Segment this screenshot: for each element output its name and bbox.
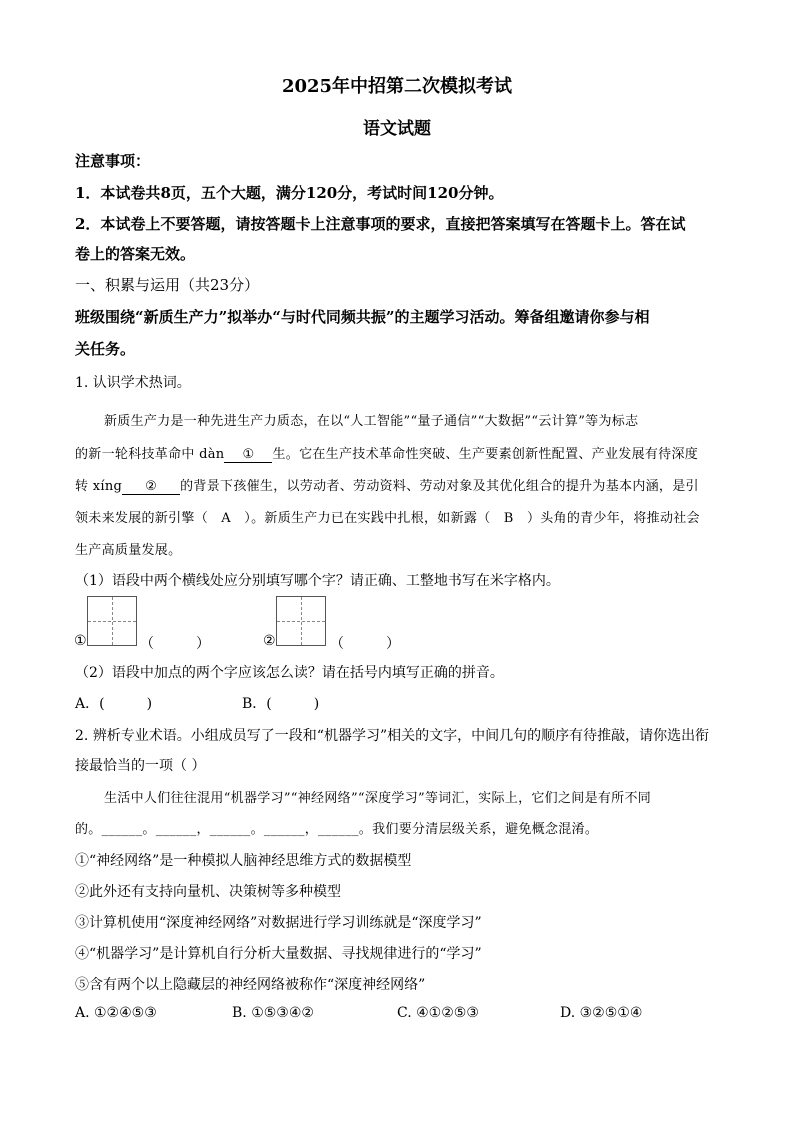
q1-option-b: B．( ) <box>242 696 320 712</box>
section-intro-line-2: 关任务。 <box>75 340 136 358</box>
q1-passage-line-2-end: 生。它在生产技术革命性突破、生产要素创新性配置、产业发展有待深度 <box>272 447 699 462</box>
notice-heading: 注意事项： <box>75 152 151 170</box>
q1-passage-line-2 <box>75 443 698 463</box>
q1-option-a: A．( ) <box>75 696 153 712</box>
grid-2-label: ② <box>263 633 276 649</box>
q1-passage-line-4: 领未来发展的新引擎（ A ）。新质生产力已在实践中扎根，如新露（ B ）头角的青少年，将推动社会 <box>75 511 700 526</box>
section-intro-line-1: 班级围绕“新质生产力”拟举办“与时代同频共振”的主题学习活动。筹备组邀请你参与相 <box>75 308 650 326</box>
notice-item-2-line-1: 2．本试卷上不要答题，请按答题卡上注意事项的要求，直接把答案填写在答题卡上。答在试 <box>75 215 686 233</box>
q1-passage-line-3 <box>75 475 699 495</box>
grid-1-paren: （ ） <box>140 636 210 652</box>
q1-passage-line-1: 新质生产力是一种先进生产力质态，在以“人工智能”“量子通信”“大数据”“云计算”等为标志 <box>104 414 639 429</box>
q2-option-d[interactable]: D. ③②⑤①④ <box>560 1005 643 1021</box>
writing-grid-1[interactable] <box>87 596 137 646</box>
q2-option-a[interactable]: A. ①②④⑤③ <box>75 1005 157 1021</box>
grid-1-label: ① <box>74 633 87 649</box>
q2-sentence-5: ⑤含有两个以上隐藏层的神经网络被称作“深度神经网络” <box>75 977 426 993</box>
q1-passage-line-3-end: 的背景下孩催生，以劳动者、劳动资料、劳动对象及其优化组合的提升为基本内涵，是引 <box>180 479 699 494</box>
q2-sentence-2: ②此外还有支持向量机、决策树等多种模型 <box>75 884 341 900</box>
q2-passage-line-2: 的。______。______，______。______，______。我们要分清层级关系，避免概念混淆。 <box>75 822 599 837</box>
exam-title: 2025年中招第二次模拟考试 <box>281 76 513 97</box>
section-heading: 一、积累与运用（共23分） <box>75 276 260 294</box>
q1-passage-line-5: 生产高质量发展。 <box>75 543 182 558</box>
q2-option-b[interactable]: B. ①⑤③④② <box>232 1005 314 1021</box>
notice-item-1: 1．本试卷共8页，五个大题，满分120分，考试时间120分钟。 <box>75 184 504 202</box>
question-2-title-line-2: 接最恰当的一项（ ） <box>75 758 206 774</box>
q2-sentence-4: ④“机器学习”是计算机自行分析大量数据、寻找规律进行的“学习” <box>75 946 482 962</box>
q2-sentence-3: ③计算机使用“深度神经网络”对数据进行学习训练就是“深度学习” <box>75 915 482 931</box>
q1-passage-line-2-start: 的新一轮科技革命中 dàn <box>75 447 225 462</box>
fill-blank-2: ② <box>122 479 180 495</box>
q2-passage-line-1: 生活中人们往往混用“机器学习”“神经网络”“深度学习”等词汇，实际上，它们之间是有所不同 <box>104 791 652 806</box>
q2-sentence-1: ①“神经网络”是一种模拟人脑神经思维方式的数据模型 <box>75 853 412 869</box>
q1-passage-line-3-start: 转 xíng <box>75 479 123 494</box>
fill-blank-1: ① <box>224 447 272 463</box>
question-1-title: 1. 认识学术热词。 <box>75 375 191 391</box>
notice-item-2-line-2: 卷上的答案无效。 <box>75 245 196 263</box>
writing-grid-2[interactable] <box>276 596 326 646</box>
grid-2-paren: （ ） <box>330 636 400 652</box>
q2-option-c[interactable]: C. ④①②⑤③ <box>397 1005 479 1021</box>
exam-subtitle: 语文试题 <box>363 119 431 139</box>
q1-subquestion-1: （1）语段中两个横线处应分别填写哪个字？请正确、工整地书写在米字格内。 <box>75 573 560 589</box>
q1-subquestion-2: （2）语段中加点的两个字应该怎么读？请在括号内填写正确的拼音。 <box>75 665 504 681</box>
question-2-title-line-1: 2. 辨析专业术语。小组成员写了一段和“机器学习”相关的文字，中间几句的顺序有待推敲，请你选出衔 <box>75 728 710 744</box>
